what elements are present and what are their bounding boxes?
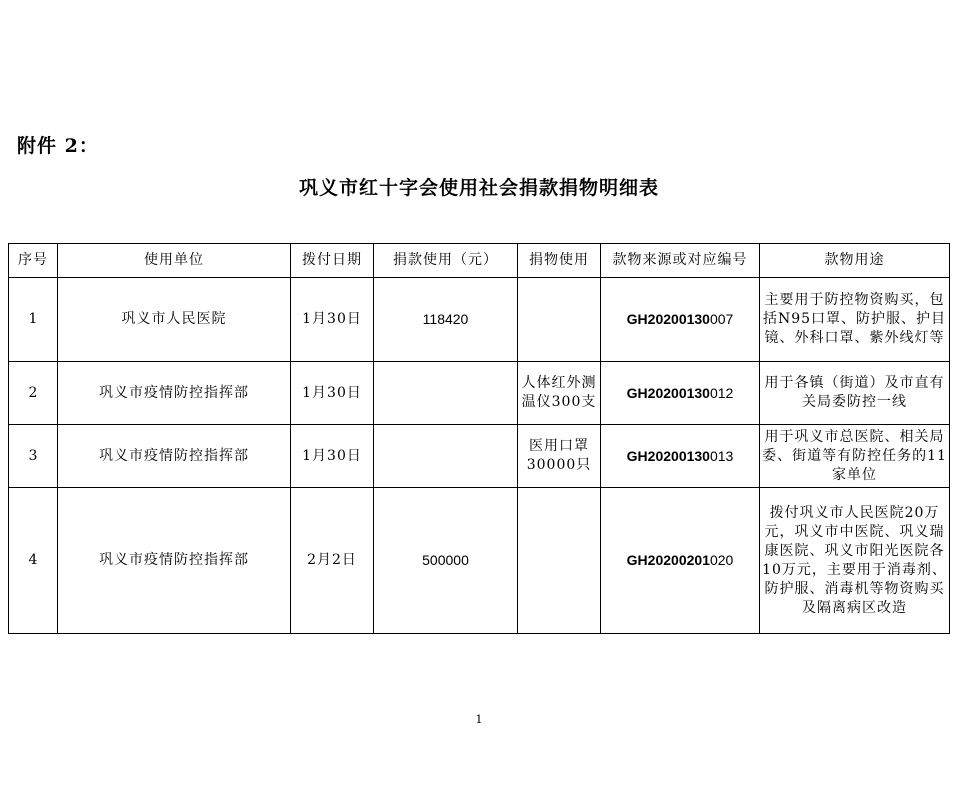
code-suffix: 012 [709, 384, 734, 401]
cell-seq: 1 [9, 278, 58, 362]
cell-seq: 3 [9, 425, 58, 488]
cell-seq: 4 [9, 488, 58, 634]
header-code: 款物来源或对应编号 [601, 244, 760, 278]
page-number: 1 [475, 713, 483, 726]
cell-date: 2月2日 [291, 488, 374, 634]
cell-code [601, 362, 760, 425]
table-row [9, 425, 950, 488]
cell-date: 1月30日 [291, 362, 374, 425]
code-suffix: 020 [709, 552, 734, 568]
code-prefix: GH20200130 [626, 311, 710, 327]
table-row [9, 488, 950, 634]
header-amount: 捐款使用（元） [374, 244, 518, 278]
cell-amount: 118420 [374, 278, 518, 362]
code-suffix: 013 [709, 447, 734, 464]
cell-amount: 500000 [374, 488, 518, 634]
cell-date: 1月30日 [291, 278, 374, 362]
cell-date: 1月30日 [291, 425, 374, 488]
cell-item: 医用口罩30000只 [518, 425, 601, 488]
document-title: 巩义市红十字会使用社会捐款捐物明细表 [298, 177, 659, 199]
cell-code [601, 488, 760, 634]
code-suffix: 007 [709, 311, 734, 327]
cell-item [518, 278, 601, 362]
cell-item [518, 488, 601, 634]
header-date: 拨付日期 [291, 244, 374, 278]
cell-purpose: 拨付巩义市人民医院20万元，巩义市中医院、巩义瑞康医院、巩义市阳光医院各10万元，主要用于消毒剂、防护服、消毒机等物资购买及隔离病区改造 [760, 488, 950, 634]
code-prefix: GH20200130 [626, 447, 710, 464]
cell-purpose: 用于各镇（街道）及市直有关局委防控一线 [760, 362, 950, 425]
header-purpose: 款物用途 [760, 244, 950, 278]
code-prefix: GH20200201 [626, 552, 710, 568]
cell-amount [374, 362, 518, 425]
header-seq: 序号 [9, 244, 58, 278]
code-prefix: GH20200130 [626, 384, 710, 401]
cell-unit: 巩义市疫情防控指挥部 [58, 488, 291, 634]
cell-item: 人体红外测温仪300支 [518, 362, 601, 425]
cell-code [601, 278, 760, 362]
table-header-row [9, 244, 950, 278]
donation-usage-table [8, 243, 950, 634]
attachment-label: 附件 2： [17, 135, 99, 157]
cell-unit: 巩义市疫情防控指挥部 [58, 425, 291, 488]
table-row [9, 278, 950, 362]
cell-purpose: 用于巩义市总医院、相关局委、街道等有防控任务的11家单位 [760, 425, 950, 488]
cell-code [601, 425, 760, 488]
header-unit: 使用单位 [58, 244, 291, 278]
table-row [9, 362, 950, 425]
cell-amount [374, 425, 518, 488]
cell-purpose: 主要用于防控物资购买，包括N95口罩、防护服、护目镜、外科口罩、紫外线灯等 [760, 278, 950, 362]
header-item: 捐物使用 [518, 244, 601, 278]
cell-unit: 巩义市疫情防控指挥部 [58, 362, 291, 425]
cell-seq: 2 [9, 362, 58, 425]
cell-unit: 巩义市人民医院 [58, 278, 291, 362]
